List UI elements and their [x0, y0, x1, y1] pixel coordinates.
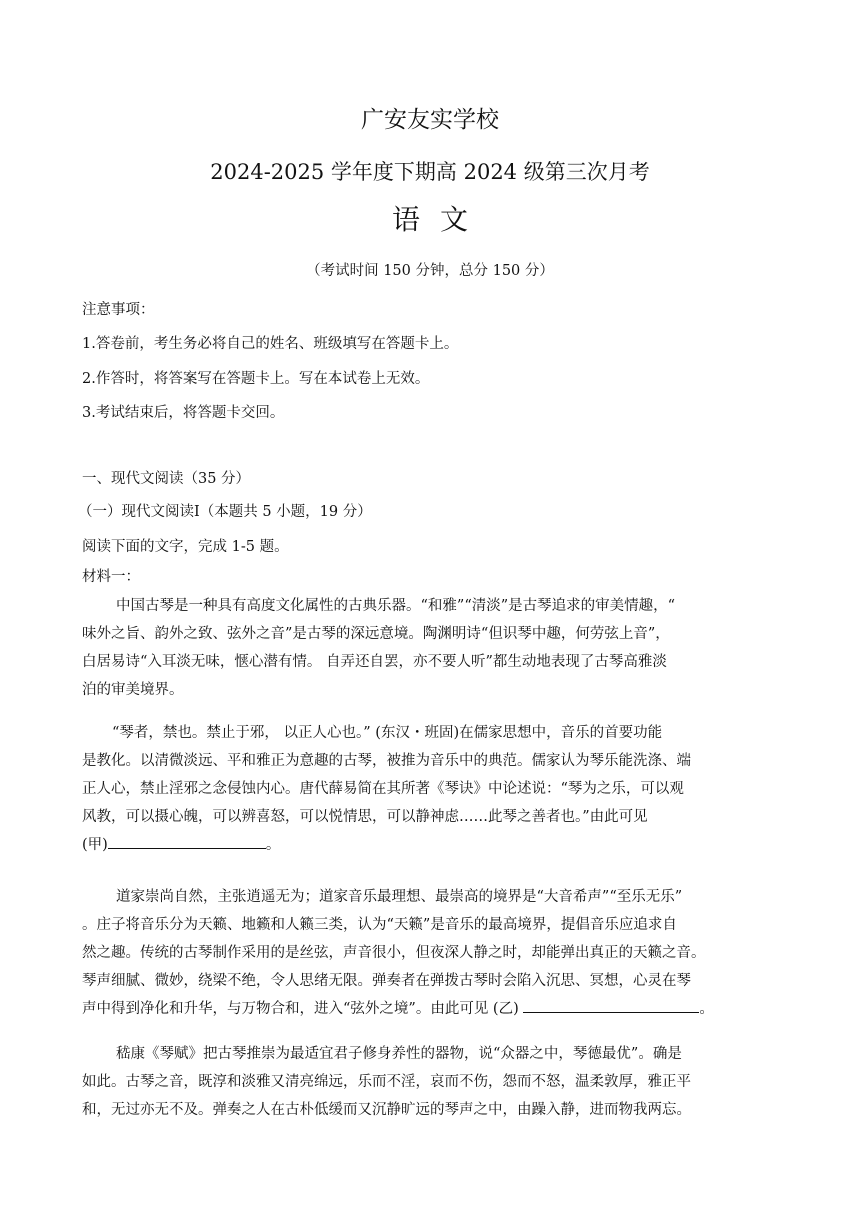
notes-item-3: 3.考试结束后，将答题卡交回。: [82, 405, 285, 421]
paragraph-2: [82, 719, 782, 859]
paragraph-line: 然之趣。传统的古琴制作采用的是丝弦，声音很小，但夜深人静之时，却能弹出真正的天籁之音。: [82, 945, 706, 961]
paragraph-line: 风教，可以摄心魄，可以辨喜怒，可以悦情思，可以静神虑……此琴之善者也。”由此可见: [82, 809, 648, 825]
paragraph-line: 声中得到净化和升华，与万物合和，进入“弦外之境”。由此可见 (乙): [82, 1001, 519, 1017]
paragraph-line: 嵇康《琴赋》把古琴推崇为最适宜君子修身养性的器物，说“众器之中，琴德最优”。确是: [116, 1046, 682, 1062]
paragraph-line: 和，无过亦无不及。弹奏之人在古朴低缓而又沉静旷远的琴声之中，由躁入静，进而物我两忘。: [82, 1102, 691, 1118]
notes-item-2: 2.作答时，将答案写在答题卡上。写在本试卷上无效。: [82, 371, 430, 387]
blank-end: 。: [699, 1001, 714, 1017]
blank-label-jia: (甲): [82, 837, 108, 853]
paragraph-line: 。庄子将音乐分为天籁、地籁和人籁三类，认为“天籁”是音乐的最高境界，提倡音乐应追求自: [82, 917, 677, 933]
paragraph-line: 正人心，禁止淫邪之念侵蚀内心。唐代薛易简在其所著《琴诀》中论述说：“琴为之乐，可以观: [82, 781, 684, 797]
paragraph-line: 中国古琴是一种具有高度文化属性的古典乐器。“和雅”“清淡”是古琴追求的审美情趣，“: [116, 598, 676, 614]
paragraph-1: [82, 592, 782, 704]
material-label: 材料一：: [82, 569, 140, 585]
paragraph-line: 泊的审美境界。: [82, 682, 184, 698]
section-title: 一、现代文阅读（35 分）: [82, 471, 251, 487]
answer-line-yi: [82, 995, 782, 1023]
paragraph-4: [82, 1040, 782, 1124]
paragraph-line: “琴者，禁也。禁止于邪， 以正人心也。” (东汉・班固)在儒家思想中，音乐的首要功能: [112, 725, 663, 741]
notes-item-1: 1.答卷前，考生务必将自己的姓名、班级填写在答题卡上。: [82, 336, 459, 352]
answer-blank-jia[interactable]: [108, 834, 266, 849]
section-instruction: 阅读下面的文字，完成 1-5 题。: [82, 539, 289, 555]
school-name: 广安友实学校: [361, 107, 499, 133]
paragraph-line: 道家崇尚自然，主张逍遥无为；道家音乐最理想、最崇高的境界是“大音希声”“至乐无乐”: [116, 889, 683, 905]
section-subtitle: （一）现代文阅读Ⅰ（本题共 5 小题，19 分）: [78, 504, 372, 520]
paragraph-line: 味外之旨、韵外之致、弦外之音”是古琴的深远意境。陶渊明诗“但识琴中趣，何劳弦上音”，: [82, 626, 670, 642]
paragraph-line: 白居易诗“入耳淡无味，惬心潜有情。 自弄还自罢，亦不要人听”都生动地表现了古琴高雅淡: [82, 654, 667, 670]
notes-title: 注意事项：: [82, 302, 155, 318]
paragraph-3: [82, 883, 782, 1023]
paragraph-line: 琴声细腻、微妙，绕梁不绝，令人思绪无限。弹奏者在弹拨古琴时会陷入沉思、冥想，心灵在琴: [82, 973, 691, 989]
exam-title: 2024-2025 学年度下期高 2024 级第三次月考: [210, 160, 650, 184]
answer-blank-yi[interactable]: [523, 998, 699, 1013]
answer-line-jia: [82, 831, 782, 859]
paragraph-line: 如此。古琴之音，既淳和淡雅又清亮绵远，乐而不淫，哀而不伤，怨而不怒，温柔敦厚，雅正平: [82, 1074, 691, 1090]
blank-end: 。: [265, 837, 281, 853]
subject-title: 语文: [391, 203, 488, 236]
exam-info: （考试时间 150 分钟，总分 150 分）: [306, 263, 554, 279]
paragraph-line: 是教化。以清微淡远、平和雅正为意趣的古琴，被推为音乐中的典范。儒家认为琴乐能洗涤、端: [82, 753, 691, 769]
